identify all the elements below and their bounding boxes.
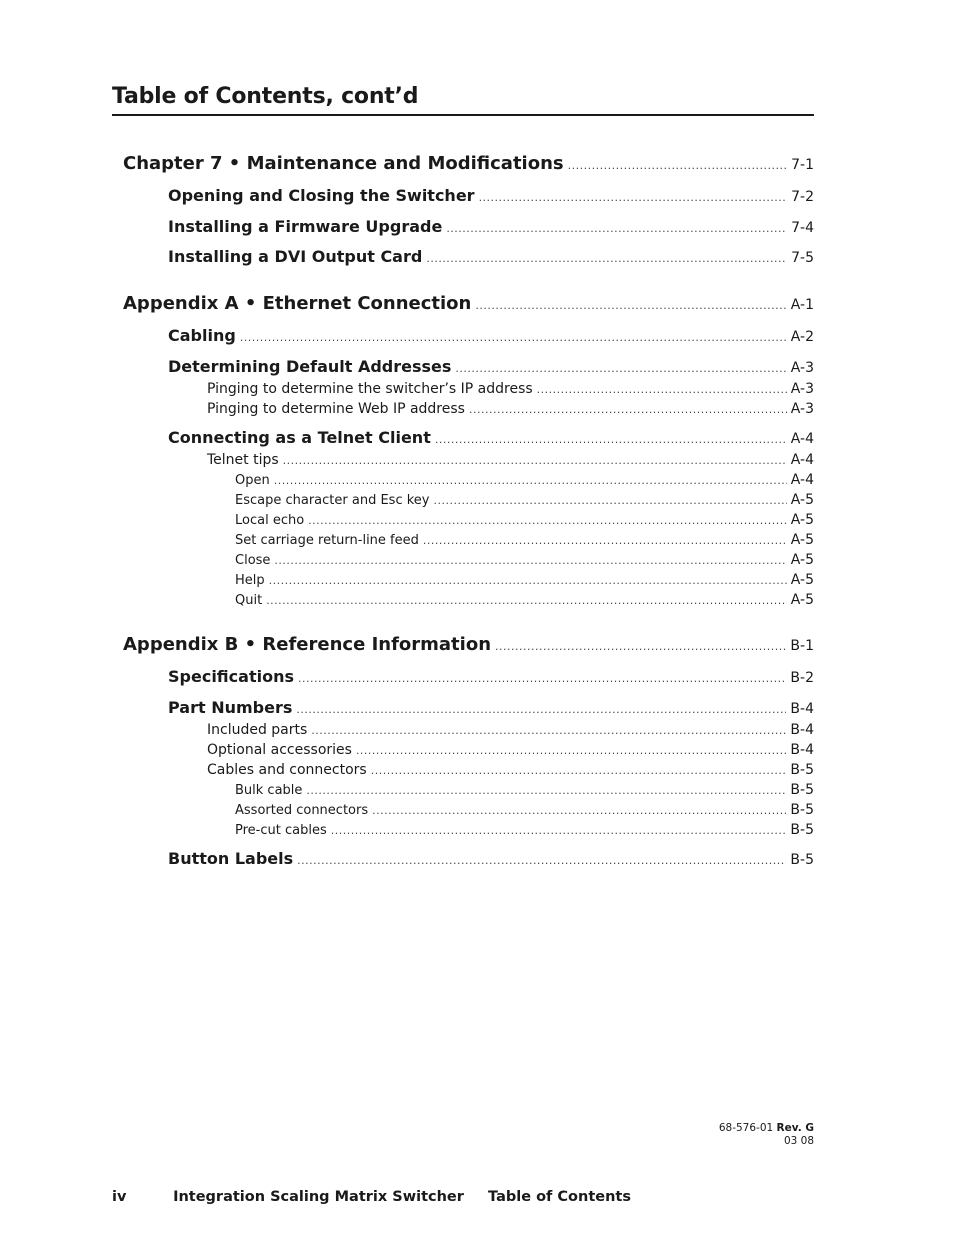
toc-entry-page: A-2 [790,329,814,345]
toc-entry-cabling[interactable] [168,326,814,345]
toc-entry-page: A-5 [790,512,814,528]
toc-entry-label: Installing a Firmware Upgrade [168,217,443,236]
footer-section: Table of Contents [488,1189,631,1205]
toc-entry-appendix-a[interactable] [123,293,814,314]
toc-entry-included-parts[interactable] [207,722,814,738]
dot-leader [495,640,786,653]
toc-entry-label: Determining Default Addresses [168,357,452,376]
dot-leader [475,299,786,312]
toc-entry-page: A-5 [790,592,814,608]
dot-leader [423,534,787,547]
toc-entry-page: B-5 [790,822,814,838]
dot-leader [469,403,787,416]
toc-entry-page: B-1 [790,638,814,654]
toc-entry-page: A-5 [790,552,814,568]
dot-leader [266,594,787,607]
toc-entry-ping-web-ip[interactable] [207,401,814,417]
toc-entry-label: Button Labels [168,849,294,868]
toc-entry-label: Telnet tips [207,452,279,468]
toc-entry-ping-switcher-ip[interactable] [207,381,814,397]
dot-leader [568,159,788,172]
doc-number: 68-576-01 [718,1122,774,1134]
toc-entry-page: A-4 [790,472,814,488]
dot-leader [479,191,788,204]
toc-entry-page: 7-4 [791,220,814,236]
toc-entry-part-numbers[interactable] [168,698,814,717]
toc-entry-page: B-5 [790,852,814,868]
toc-entry-label: Escape character and Esc key [235,493,430,508]
dot-leader [372,804,786,817]
page-footer [112,1189,631,1205]
toc-entry-telnet-client[interactable] [168,428,814,447]
toc-entry-page: B-4 [790,722,814,738]
toc-entry-label: Set carriage return-line feed [235,533,419,548]
toc-entry-quit[interactable] [235,592,814,608]
dot-leader [283,454,787,467]
toc-entry-page: A-4 [790,452,814,468]
toc-entry-page: A-5 [790,532,814,548]
toc-entry-label: Appendix A • Ethernet Connection [123,293,472,314]
toc-entry-label: Bulk cable [235,783,303,798]
toc-entry-label: Local echo [235,513,305,528]
toc-entry-label: Installing a DVI Output Card [168,247,423,266]
dot-leader [455,362,786,375]
dot-leader [356,744,786,757]
dot-leader [274,554,786,567]
dot-leader [240,331,787,344]
dot-leader [426,252,787,265]
toc-entry-label: Part Numbers [168,698,293,717]
toc-entry-page: 7-2 [791,189,814,205]
toc-entry-label: Connecting as a Telnet Client [168,428,431,447]
toc-entry-label: Assorted connectors [235,803,369,818]
dot-leader [537,383,787,396]
toc-entry-page: A-3 [790,381,814,397]
toc-entry-label: Help [235,573,265,588]
toc-entry-label: Included parts [207,722,308,738]
revision-date: 03 08 [783,1135,814,1147]
toc-entry-telnet-tips[interactable] [207,452,814,468]
toc-entry-escape-char[interactable] [235,492,814,508]
toc-entry-optional-accessories[interactable] [207,742,814,758]
toc-entry-carriage-return[interactable] [235,532,814,548]
dot-leader [311,724,786,737]
dot-leader [371,764,787,777]
toc-entry-page: 7-1 [791,157,814,173]
toc-entry-label: Close [235,553,271,568]
toc-entry-label: Cabling [168,326,236,345]
toc-entry-opening-closing[interactable] [168,186,814,205]
toc-entry-default-addresses[interactable] [168,357,814,376]
toc-entry-label: Quit [235,593,263,608]
toc-entry-page: B-4 [790,742,814,758]
toc-entry-label: Pinging to determine the switcher’s IP address [207,381,533,397]
dot-leader [297,854,786,867]
toc-entry-bulk-cable[interactable] [235,782,814,798]
toc-entry-firmware-upgrade[interactable] [168,217,814,236]
toc-entry-label: Opening and Closing the Switcher [168,186,475,205]
footer-product: Integration Scaling Matrix Switcher [173,1189,464,1205]
toc-entry-page: A-5 [790,572,814,588]
revision-stamp [719,1122,814,1148]
dot-leader [308,514,787,527]
toc-entry-cables-connectors[interactable] [207,762,814,778]
toc-entry-appendix-b[interactable] [123,634,814,655]
toc-entry-dvi-output-card[interactable] [168,247,814,266]
dot-leader [306,784,786,797]
toc-entry-chapter-7[interactable] [123,153,814,174]
toc-entry-label: Specifications [168,667,294,686]
toc-entry-label: Pinging to determine Web IP address [207,401,465,417]
toc-entry-label: Cables and connectors [207,762,367,778]
toc-entry-page: 7-5 [791,250,814,266]
revision-label: Rev. G [776,1122,814,1134]
dot-leader [331,824,787,837]
toc-entry-pre-cut-cables[interactable] [235,822,814,838]
toc-entry-button-labels[interactable] [168,849,814,868]
page-title: Table of Contents, cont’d [112,82,814,116]
toc-entry-label: Optional accessories [207,742,352,758]
toc-entry-page: A-4 [790,431,814,447]
toc-entry-page: A-1 [790,297,814,313]
dot-leader [298,672,786,685]
toc-entry-close[interactable] [235,552,814,568]
dot-leader [435,433,787,446]
dot-leader [296,703,786,716]
page-number: iv [112,1189,127,1205]
toc-entry-assorted-connectors[interactable] [235,802,814,818]
dot-leader [269,574,787,587]
toc-entry-page: A-5 [790,492,814,508]
toc-entry-page: A-3 [790,401,814,417]
dot-leader [274,474,787,487]
toc-entry-help[interactable] [235,572,814,588]
toc-entry-page: B-5 [790,782,814,798]
toc-entry-page: B-5 [790,802,814,818]
toc-entry-page: B-5 [790,762,814,778]
toc-entry-page: B-2 [790,670,814,686]
dot-leader [433,494,786,507]
toc-entry-label: Pre-cut cables [235,823,327,838]
toc-entry-specifications[interactable] [168,667,814,686]
dot-leader [446,222,787,235]
toc-entry-page: B-4 [790,701,814,717]
toc-entry-label: Chapter 7 • Maintenance and Modifications [123,153,564,174]
toc-entry-page: A-3 [790,360,814,376]
toc-entry-label: Appendix B • Reference Information [123,634,492,655]
toc-entry-label: Open [235,473,270,488]
toc-entry-local-echo[interactable] [235,512,814,528]
toc-entry-open[interactable] [235,472,814,488]
